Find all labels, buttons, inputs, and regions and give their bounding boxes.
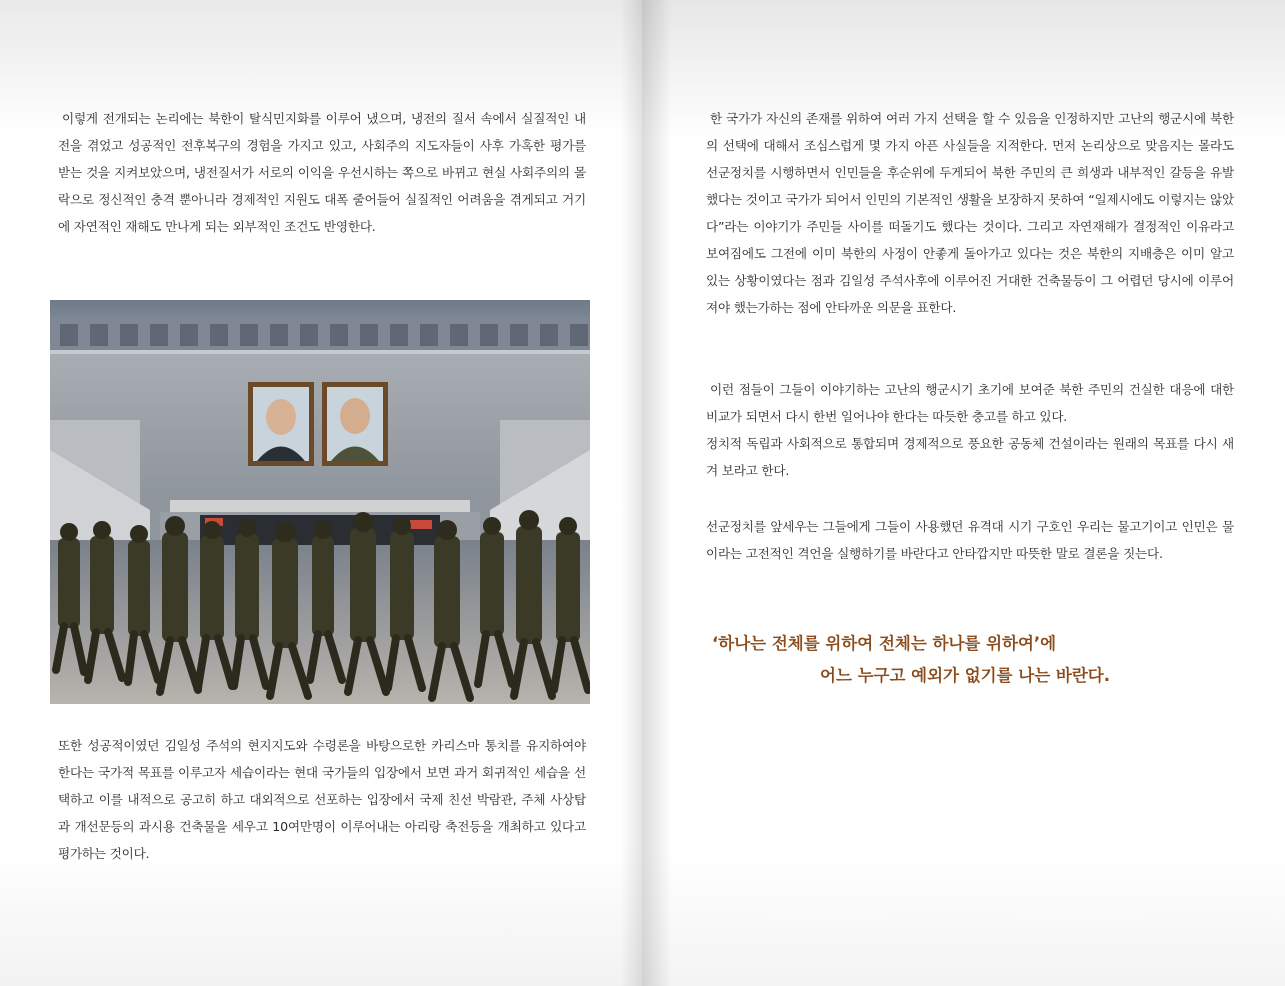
right-page — [642, 0, 1285, 986]
right-paragraph-3: 선군정치를 앞세우는 그들에게 그들이 사용했던 유격대 시기 구호인 우리는 물고기이고 인민은 물이라는 고전적인 격언을 실행하기를 바란다고 안타깝지만 따뜻한 말로 결론을 짓는다. — [706, 519, 1234, 561]
right-paragraph-1: 한 국가가 자신의 존재를 위하여 여러 가지 선택을 할 수 있음을 인정하지만 고난의 행군시에 북한의 선택에 대해서 조심스럽게 몇 가지 아픈 사실들을 지적한다. 먼저 논리상으로 맞음지는 몰라도 선군정치를 시행하면서 인민들을 후순위에 두게되어 북한 주민의 큰 희생과 내부적인 갈등을 유발했다는 것이고 국가가 되어서 인민의 기본적인 생활을 보장하지 못하여 “일제시에도 이렇지는 않았다”라는 이야기가 주민들 사이를 떠돌기도 했다는 것이다. 그리고 자연재해가 결정적인 이유라고 보여짐에도 그전에 이미 북한의 사정이 안좋게 돌아가고 있다는 것은 북한의 지배층은 이미 알고 있는 상황이였다는 점과 김일성 주석사후에 이루어진 거대한 건축물등이 그 어렵던 당시에 이루어 져야 했는가하는 점에 안타까운 의문을 표한다. — [706, 111, 1234, 315]
left-paragraph-2: 또한 성공적이였던 김일성 주석의 현지지도와 수령론을 바탕으로한 카리스마 통치를 유지하여야 한다는 국가적 목표를 이루고자 세습이라는 현대 국가들의 입장에서 보면 과거 회귀적인 세습을 선택하고 이를 내적으로 공고히 하고 대외적으로 선포하는 입장에서 국제 친선 박람관, 주체 사상탑과 개선문등의 과시용 건축물을 세우고 10여만명이 이루어내는 아리랑 축전등을 개최하고 있다고 평가하는 것이다. — [58, 738, 586, 861]
gutter-shadow-left — [620, 0, 642, 986]
closing-quote — [712, 628, 1182, 692]
gutter-shadow-right — [642, 0, 672, 986]
right-paragraph-2b: 정치적 독립과 사회적으로 통합되며 경제적으로 풍요한 공동체 건설이라는 원래의 목표를 다시 새겨 보라고 한다. — [706, 436, 1234, 478]
right-paragraph-2a: 이런 점들이 그들이 이야기하는 고난의 행군시기 초기에 보여준 북한 주민의 건실한 대응에 대한 비교가 되면서 다시 한번 일어나야 한다는 따듯한 충고를 하고 있다. — [706, 382, 1234, 424]
quote-line-2: 어느 누구고 예외가 없기를 나는 바란다. — [820, 666, 1111, 685]
left-paragraph-1: 이렇게 전개되는 논리에는 북한이 탈식민지화를 이루어 냈으며, 냉전의 질서 속에서 실질적인 내전을 겪었고 성공적인 전후복구의 경험을 가지고 있고, 사회주의 지도자들이 사후 가혹한 평가를 받는 것을 지켜보았으며, 냉전질서가 서로의 이익을 우선시하는 쪽으로 바뀌고 현실 사회주의의 몰락으로 정신적인 충격 뿐아니라 경제적인 지원도 대폭 줄어들어 실질적인 어려움을 겪게되고 거기에 자연적인 재해도 만나게 되는 외부적인 조건도 반영한다. — [58, 111, 586, 234]
left-page — [0, 0, 642, 986]
right-paragraph-2 — [706, 376, 1234, 484]
photo-soldiers-marching — [50, 300, 590, 704]
quote-line-1: ‘하나는 전체를 위하여 전체는 하나를 위하여’에 — [712, 634, 1057, 653]
